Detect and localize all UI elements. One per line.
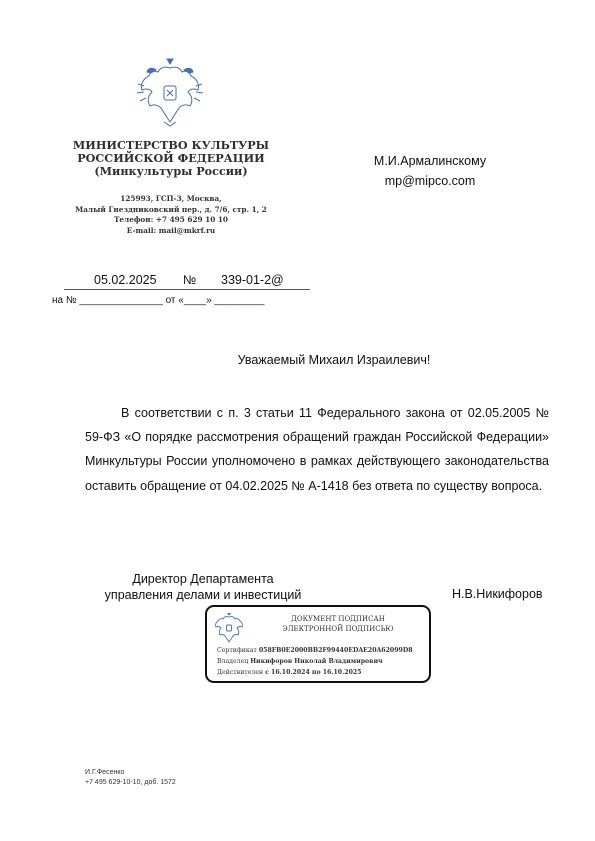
executor-name: И.Г.Фесенко: [85, 769, 125, 776]
registration-date: 05.02.2025: [94, 273, 157, 287]
stamp-certificate-row: [217, 647, 413, 654]
ministry-line-2: РОССИЙСКОЙ ФЕДЕРАЦИИ: [77, 151, 265, 165]
recipient-block: [330, 151, 530, 191]
stamp-owner-value: Никифоров Николай Владимирович: [250, 658, 383, 665]
stamp-heading-1: ДОКУМЕНТ ПОДПИСАН: [291, 615, 385, 623]
stamp-emblem-icon: [215, 613, 243, 645]
body-paragraph: В соответствии с п. 3 статьи 11 Федерального закона от 02.05.2005 № 59-ФЗ «О порядке рассмотрения обращений граждан Российской Федерации» Минкультуры России уполномочено в рамках действующего законодательства оставить обращение от 04.02.2025 № А-1418 без ответа по существу вопроса.: [85, 406, 549, 493]
stamp-owner-row: [217, 658, 383, 665]
registration-line: [64, 273, 310, 290]
stamp-validity-row: [217, 669, 361, 676]
recipient-name: М.И.Армалинскому: [373, 154, 487, 168]
signatory-title-line-2: управления делами и инвестиций: [104, 588, 302, 602]
electronic-signature-stamp: [205, 605, 431, 683]
ministry-line-1: МИНИСТЕРСТВО КУЛЬТУРЫ: [72, 138, 270, 152]
stamp-owner-label: Владелец: [217, 658, 249, 665]
address-line-1: 125993, ГСП-3, Москва,: [120, 194, 222, 203]
address-line-3: Телефон: +7 495 629 10 10: [113, 215, 228, 224]
ministry-line-3: (Минкультуры России): [94, 164, 248, 178]
signatory-title-line-1: Директор Департамента: [132, 572, 274, 586]
stamp-cert-label: Сертификат: [217, 647, 257, 654]
greeting: Уважаемый Михаил Израилевич!: [237, 353, 431, 367]
recipient-email: mp@mipco.com: [384, 174, 476, 188]
registration-number-sign: №: [183, 273, 197, 287]
signatory-name: Н.В.Никифоров: [452, 587, 543, 601]
stamp-heading: [247, 614, 429, 634]
executor-phone: +7 495 629-10-10, доб. 1572: [85, 778, 176, 786]
executor-block: [85, 768, 176, 787]
signatory-title: [88, 571, 318, 603]
stamp-heading-2: ЭЛЕКТРОННОЙ ПОДПИСЬЮ: [282, 625, 394, 633]
stamp-valid-label: Действителен: [217, 669, 264, 676]
address-line-2: Малый Гнездниковский пер., д. 7/6, стр. 1, 2: [75, 204, 267, 214]
double-headed-eagle-emblem-icon: [134, 56, 206, 130]
stamp-cert-value: 058FB0E2000BB2F99440EDAE20A62099D8: [258, 647, 413, 654]
address-line-4: E-mail: mail@mkrf.ru: [126, 225, 216, 235]
stamp-valid-value: с 16.10.2024 по 16.10.2025: [265, 669, 362, 676]
ministry-address: [68, 194, 274, 236]
reference-line: на № _______________ от «____» _________: [52, 295, 265, 306]
ministry-name: [68, 139, 274, 178]
registration-number: 339-01-2@: [221, 273, 284, 287]
